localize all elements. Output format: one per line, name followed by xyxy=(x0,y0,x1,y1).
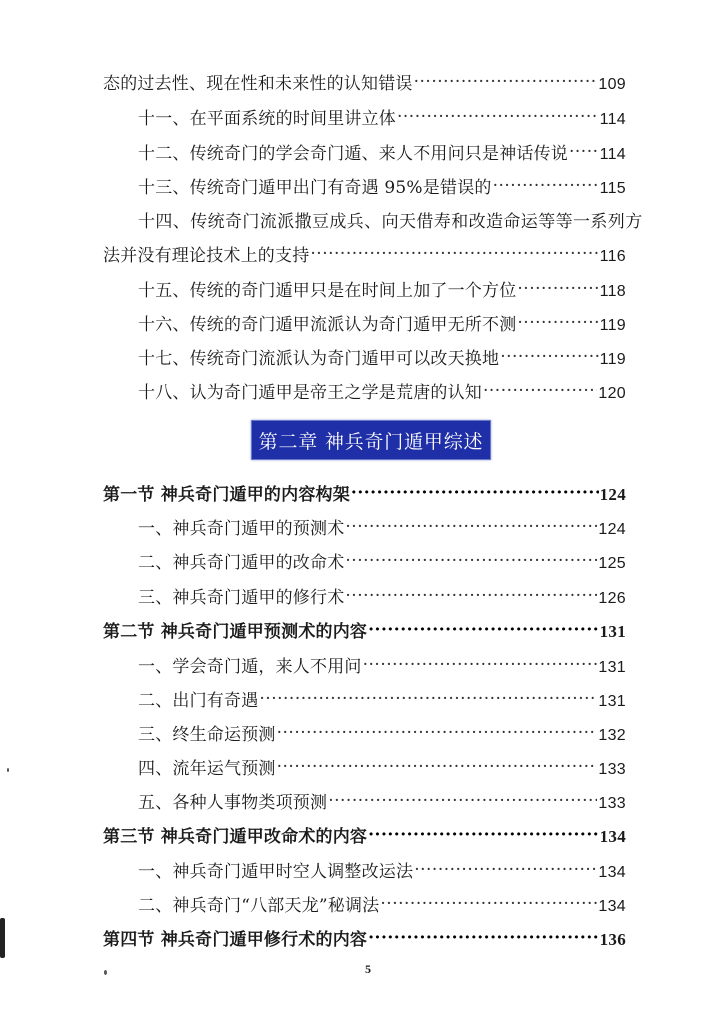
toc-entry-text: 一、神兵奇门遁甲时空人调整改运法 xyxy=(138,862,414,882)
dot-leader xyxy=(569,141,599,163)
toc-entry-page: 132 xyxy=(598,727,626,744)
toc-entry-text-line1: 十四、传统奇门流派撒豆成兵、向天借寿和改造命运等等一系列方 xyxy=(138,212,643,232)
dot-leader xyxy=(277,756,598,778)
toc-entry-page: 131 xyxy=(598,693,626,710)
toc-entry-text: 二、神兵奇门“八部天龙”秘调法 xyxy=(138,896,380,916)
toc-entry-page: 114 xyxy=(599,111,626,128)
toc-entry[interactable] xyxy=(138,724,626,746)
dot-leader xyxy=(414,71,598,93)
toc-entry-page: 131 xyxy=(598,659,626,676)
toc-entry-text: 法并没有理论技术上的支持 xyxy=(103,246,310,266)
toc-entry-page: 119 xyxy=(599,351,626,368)
dot-leader xyxy=(363,654,598,676)
dot-leader xyxy=(277,722,598,744)
toc-section[interactable] xyxy=(103,929,626,951)
dot-leader xyxy=(345,516,597,538)
toc-entry-page: 134 xyxy=(598,864,626,881)
chapter-title: 第二章 神兵奇门遁甲综述 xyxy=(258,430,484,453)
toc-entry-text: 二、神兵奇门遁甲的改命术 xyxy=(138,553,345,573)
dot-leader xyxy=(368,927,598,949)
dot-leader xyxy=(483,380,597,402)
toc-entry-text: 四、流年运气预测 xyxy=(138,759,276,779)
toc-entry[interactable] xyxy=(103,73,626,95)
page-number: 5 xyxy=(365,962,371,976)
toc-section[interactable] xyxy=(103,484,626,506)
toc-entry[interactable] xyxy=(138,861,626,883)
scan-edge-mark xyxy=(0,918,5,958)
toc-entry-text: 一、神兵奇门遁甲的预测术 xyxy=(138,519,345,539)
toc-section[interactable] xyxy=(103,826,626,848)
toc-entry[interactable] xyxy=(138,587,626,609)
toc-entry-page: 114 xyxy=(599,146,626,163)
toc-entry[interactable] xyxy=(138,280,626,302)
toc-section-title: 第一节 神兵奇门遁甲的内容构架 xyxy=(103,485,350,505)
dot-leader xyxy=(345,550,597,572)
dot-leader xyxy=(493,175,599,197)
dot-leader xyxy=(517,278,598,300)
dot-leader xyxy=(328,790,597,812)
toc-section[interactable] xyxy=(103,621,626,643)
toc-entry[interactable] xyxy=(103,245,626,267)
dot-leader xyxy=(517,312,598,334)
toc-entry-text: 十六、传统的奇门遁甲流派认为奇门遁甲无所不测 xyxy=(138,315,517,335)
toc-entry-page: 109 xyxy=(598,76,626,93)
dot-leader xyxy=(310,243,598,265)
scan-speck xyxy=(104,970,107,975)
dot-leader xyxy=(380,893,597,915)
toc-entry-page: 116 xyxy=(599,248,626,265)
toc-entry-text: 态的过去性、现在性和未来性的认知错误 xyxy=(103,74,413,94)
dot-leader xyxy=(500,346,598,368)
toc-entry-page: 118 xyxy=(599,283,626,300)
toc-entry[interactable] xyxy=(138,382,626,404)
toc-entry[interactable] xyxy=(138,143,626,165)
toc-entry[interactable] xyxy=(138,690,626,712)
toc-entry[interactable] xyxy=(138,895,626,917)
toc-entry[interactable] xyxy=(138,314,626,336)
dot-leader xyxy=(414,859,597,881)
toc-section-page: 134 xyxy=(599,827,626,846)
toc-section-title: 第四节 神兵奇门遁甲修行术的内容 xyxy=(103,930,368,950)
toc-entry-page: 119 xyxy=(599,317,626,334)
toc-entry-text: 十一、在平面系统的时间里讲立体 xyxy=(138,109,396,129)
toc-section-page: 131 xyxy=(599,622,626,641)
toc-entry[interactable] xyxy=(138,108,626,130)
toc-entry-text: 十三、传统奇门遁甲出门有奇遇 95%是错误的 xyxy=(138,178,492,198)
dot-leader xyxy=(345,585,597,607)
toc-entry-text: 十二、传统奇门的学会奇门遁、来人不用问只是神话传说 xyxy=(138,144,568,164)
toc-entry-page: 125 xyxy=(598,555,626,572)
toc-section-title: 第三节 神兵奇门遁甲改命术的内容 xyxy=(103,827,368,847)
dot-leader xyxy=(351,482,599,504)
toc-entry-page: 124 xyxy=(598,521,626,538)
toc-entry-page: 120 xyxy=(598,385,626,402)
toc-section-page: 136 xyxy=(599,930,626,949)
toc-entry-text: 一、学会奇门遁，来人不用问 xyxy=(138,657,362,677)
toc-entry-text: 十五、传统的奇门遁甲只是在时间上加了一个方位 xyxy=(138,281,517,301)
toc-entry-page: 126 xyxy=(598,590,626,607)
scan-speck xyxy=(7,768,9,772)
toc-entry-text: 三、终生命运预测 xyxy=(138,725,276,745)
dot-leader xyxy=(397,106,599,128)
toc-entry[interactable] xyxy=(138,518,626,540)
dot-leader xyxy=(368,824,598,846)
toc-entry-page: 133 xyxy=(598,795,626,812)
toc-entry-text: 十八、认为奇门遁甲是帝王之学是荒唐的认知 xyxy=(138,383,482,403)
toc-entry[interactable] xyxy=(138,656,626,678)
toc-entry-page: 133 xyxy=(598,761,626,778)
dot-leader xyxy=(368,619,598,641)
toc-entry[interactable] xyxy=(138,792,626,814)
toc-entry-page: 134 xyxy=(598,898,626,915)
chapter-heading[interactable] xyxy=(251,420,491,460)
toc-entry-text: 五、各种人事物类项预测 xyxy=(138,793,328,813)
toc-entry-text: 十七、传统奇门流派认为奇门遁甲可以改天换地 xyxy=(138,349,500,369)
toc-entry-page: 115 xyxy=(599,180,626,197)
toc-entry-text: 二、出门有奇遇 xyxy=(138,691,259,711)
toc-entry[interactable] xyxy=(138,552,626,574)
toc-section-page: 124 xyxy=(599,485,626,504)
toc-entry[interactable] xyxy=(138,758,626,780)
toc-entry[interactable] xyxy=(138,177,626,199)
toc-entry[interactable] xyxy=(138,348,626,370)
toc-section-title: 第二节 神兵奇门遁甲预测术的内容 xyxy=(103,622,368,642)
dot-leader xyxy=(259,688,597,710)
toc-entry-text: 三、神兵奇门遁甲的修行术 xyxy=(138,588,345,608)
